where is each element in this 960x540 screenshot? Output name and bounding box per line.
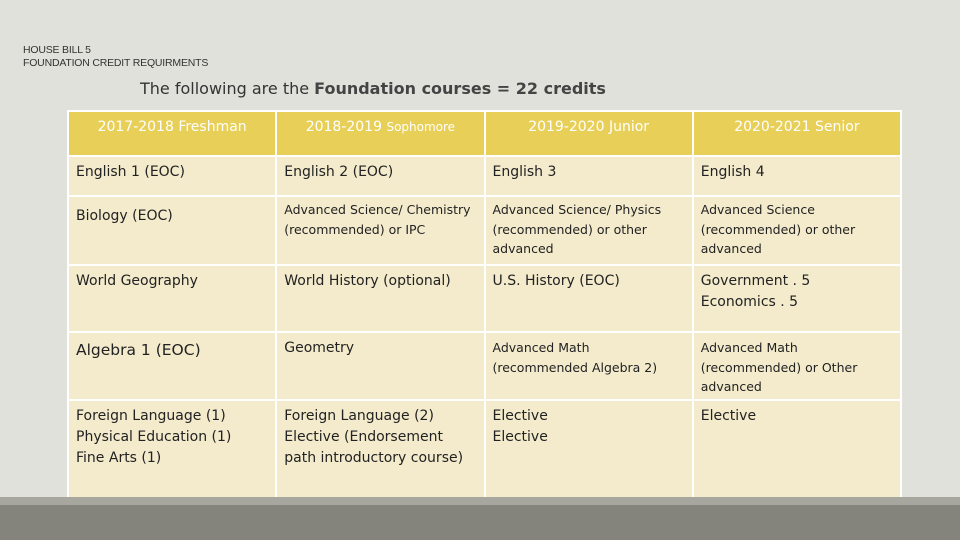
- cell-line: Elective: [700, 408, 757, 424]
- table-cell: [485, 332, 693, 400]
- cell-line: Advanced Science/ Chemistry (recommended) or IPC: [284, 202, 471, 237]
- footer-bar: [0, 505, 960, 540]
- table-cell: [68, 400, 276, 503]
- column-header-senior: [693, 111, 901, 156]
- table-cell: [68, 265, 276, 332]
- table-cell: [693, 156, 901, 196]
- table-header-row: [68, 111, 901, 156]
- cell-line: Foreign Language (2): [284, 408, 434, 424]
- cell-line: Algebra 1 (EOC): [76, 341, 201, 359]
- slide-header: [23, 44, 208, 70]
- table-row: [68, 400, 901, 503]
- cell-line: Advanced Science (recommended) or other advanced: [700, 202, 856, 256]
- footer-accent-strip: [0, 497, 960, 505]
- cell-line: Geometry: [284, 340, 355, 356]
- cell-line: Biology (EOC): [76, 208, 173, 224]
- cell-line: Elective: [492, 429, 548, 445]
- column-header-label: 2020-2021 Senior: [734, 119, 860, 135]
- table-cell: [485, 196, 693, 265]
- cell-line: Physical Education (1): [76, 429, 232, 445]
- table-cell: [276, 400, 484, 503]
- cell-line: English 1 (EOC): [76, 164, 185, 180]
- cell-line: World Geography: [76, 273, 198, 289]
- table-cell: [693, 332, 901, 400]
- table-row: [68, 156, 901, 196]
- table-cell: [68, 332, 276, 400]
- table-cell: [693, 400, 901, 503]
- table-row: [68, 265, 901, 332]
- cell-line: English 2 (EOC): [284, 164, 394, 180]
- subtitle-emphasis: Foundation courses = 22 credits: [314, 79, 606, 98]
- cell-line: Foreign Language (1): [76, 408, 226, 424]
- cell-line: Advanced Math (recommended) or Other advanced: [700, 340, 858, 394]
- column-header-junior: [485, 111, 693, 156]
- cell-line: World History (optional): [284, 273, 451, 289]
- table-cell: [485, 156, 693, 196]
- table-cell: [68, 196, 276, 265]
- table-cell: [693, 196, 901, 265]
- column-header-label: 2017-2018 Freshman: [97, 119, 247, 135]
- table-cell: [485, 265, 693, 332]
- cell-line: Economics . 5: [700, 294, 799, 310]
- cell-line: Fine Arts (1): [76, 450, 162, 466]
- table-cell: [485, 400, 693, 503]
- table-cell: [276, 156, 484, 196]
- subtitle-prefix: The following are the: [140, 79, 315, 98]
- cell-line: Advanced Math (recommended Algebra 2): [492, 340, 658, 375]
- slide-subtitle: [140, 79, 606, 98]
- table-row: [68, 332, 901, 400]
- cell-line: Advanced Science/ Physics (recommended) or other advanced: [492, 202, 662, 256]
- table-cell: [276, 332, 484, 400]
- table-cell: [276, 265, 484, 332]
- cell-line: English 3: [492, 164, 557, 180]
- table-row: [68, 196, 901, 265]
- cell-line: Elective (Endorsement path introductory course): [284, 429, 464, 466]
- table-cell: [68, 156, 276, 196]
- table-cell: [276, 196, 484, 265]
- cell-line: English 4: [700, 164, 765, 180]
- column-header-sublabel: Sophomore: [386, 120, 456, 134]
- column-header-label: 2019-2020 Junior: [528, 119, 650, 135]
- cell-line: Government . 5: [700, 273, 811, 289]
- column-header-freshman: [68, 111, 276, 156]
- credits-table: [67, 110, 902, 504]
- column-header-label: 2018-2019: [305, 119, 382, 135]
- cell-line: Elective: [492, 408, 548, 424]
- header-subtitle: FOUNDATION CREDIT REQUIRMENTS: [23, 57, 209, 69]
- cell-line: U.S. History (EOC): [492, 273, 620, 289]
- column-header-sophomore: [276, 111, 484, 156]
- table-cell: [693, 265, 901, 332]
- header-title: HOUSE BILL 5: [23, 44, 91, 56]
